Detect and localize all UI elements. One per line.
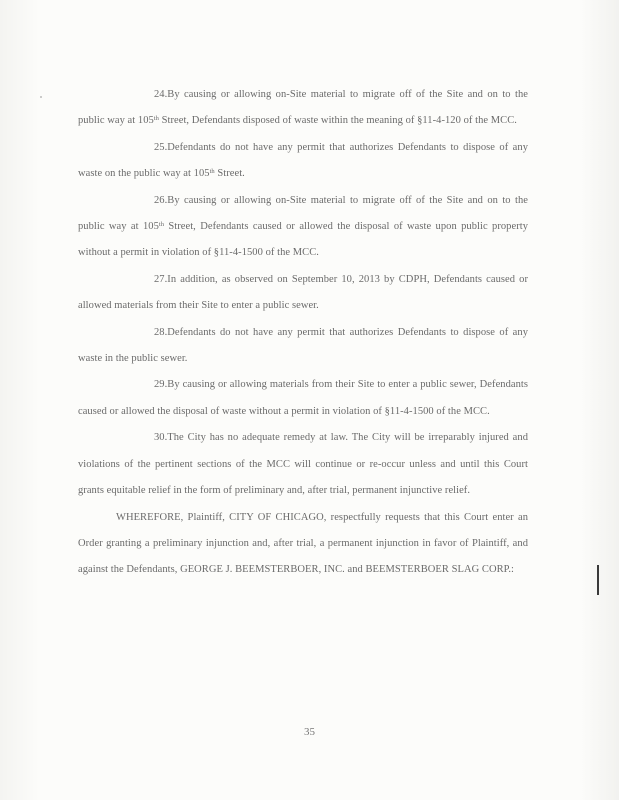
scan-edge-mark bbox=[597, 565, 599, 595]
paragraph-text: By causing or allowing materials from their Site to enter a public sewer, Defendants caused or allowed the disposal of waste without a permit in violation of §11-4-1500 of the MCC. bbox=[78, 379, 528, 417]
paragraph-number: 25. bbox=[154, 141, 168, 153]
paragraph-number: 28. bbox=[154, 326, 168, 338]
scan-speck bbox=[40, 96, 42, 98]
paragraph-text: The City has no adequate remedy at law. The City will be irreparably injured and violations of the pertinent sections of the MCC will continue or re-occur unless and until this Court grants equitable relief in the form of preliminary and, after trial, permanent injunctive relief. bbox=[78, 432, 528, 497]
paragraph-24 bbox=[78, 82, 528, 135]
paragraph-number: 29. bbox=[154, 379, 168, 391]
paragraph-25 bbox=[78, 135, 528, 188]
paragraph-number: 24. bbox=[154, 89, 168, 100]
paragraph-text: By causing or allowing on-Site material to migrate off of the Site and on to the public way at 105th Street, Defendants disposed of waste within the meaning of §11-4-120 of the MCC. bbox=[78, 89, 528, 127]
page-number: 35 bbox=[304, 726, 315, 738]
paragraph-26 bbox=[78, 188, 528, 267]
paragraph-text: By causing or allowing on-Site material to migrate off of the Site and on to the public way at 105th Street, Defendants caused or allowed the disposal of waste upon public property without a permit in violation of §11-4-1500 of the MCC. bbox=[78, 194, 529, 259]
paragraph-30 bbox=[78, 425, 528, 504]
wherefore-clause: WHEREFORE, Plaintiff, CITY OF CHICAGO, respectfully requests that this Court enter an Order granting a preliminary injunction and, after trial, a permanent injunction in favor of Plaintiff, and against the Defendants, GEORGE J. BEEMSTERBOER, INC. and BEEMSTERBOER SLAG CORP.: bbox=[78, 511, 528, 576]
paragraph-text: Defendants do not have any permit that authorizes Defendants to dispose of any waste on the public way at 105th Street. bbox=[78, 141, 528, 180]
paragraph-number: 26. bbox=[154, 194, 168, 206]
document-body bbox=[78, 82, 528, 584]
paragraph-number: 30. bbox=[154, 432, 168, 444]
paragraph-28 bbox=[78, 320, 528, 373]
paragraph-text: In addition, as observed on September 10, 2013 by CDPH, Defendants caused or allowed materials from their Site to enter a public sewer. bbox=[78, 273, 528, 312]
paragraph-27 bbox=[78, 267, 528, 320]
paragraph-text: Defendants do not have any permit that authorizes Defendants to dispose of any waste in the public sewer. bbox=[78, 326, 528, 365]
paragraph-29 bbox=[78, 372, 528, 425]
paragraph-number: 27. bbox=[154, 273, 168, 285]
